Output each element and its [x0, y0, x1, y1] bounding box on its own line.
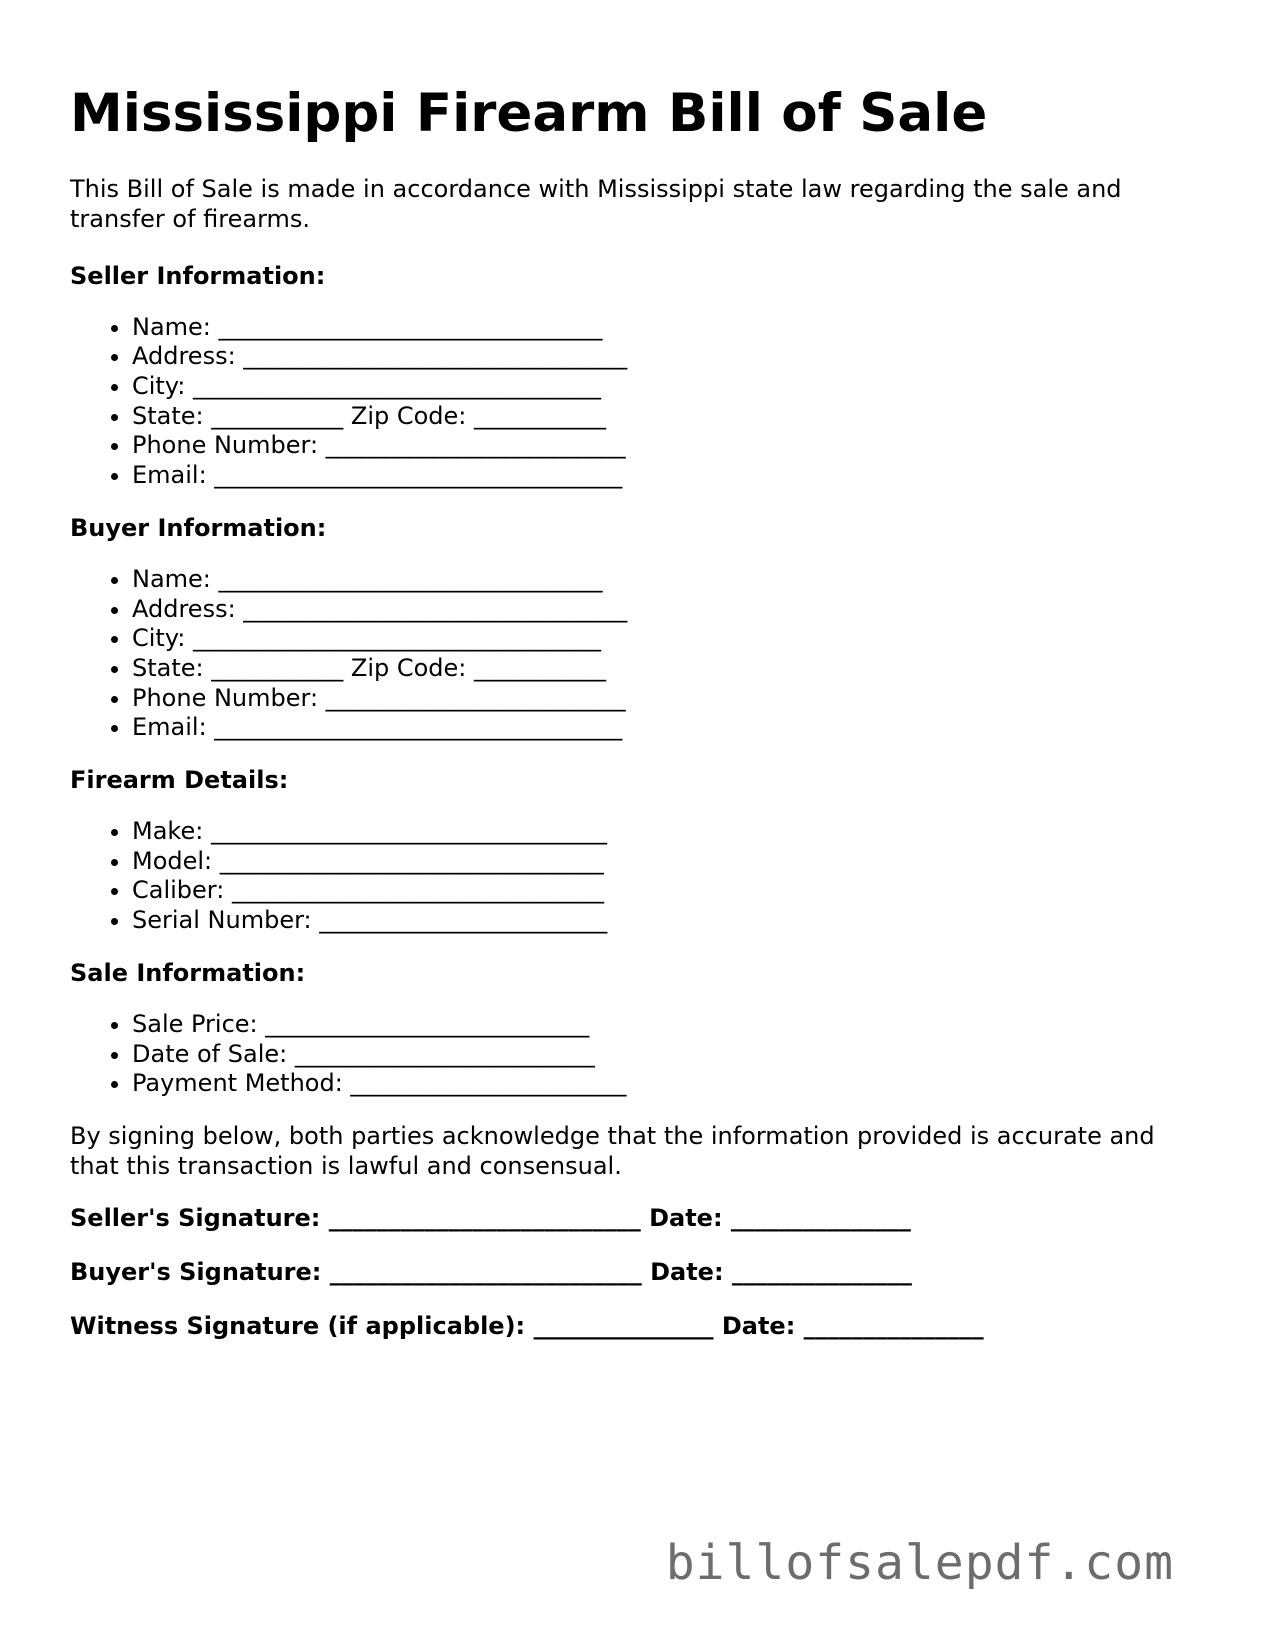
buyer-city-field: • City: __________________________________ [132, 624, 1210, 654]
firearm-fields [70, 817, 1210, 936]
sale-fields [70, 1010, 1210, 1099]
buyer-state-zip-field: • State: ___________ Zip Code: ___________ [132, 654, 1210, 684]
buyer-name-field: • Name: ________________________________ [132, 565, 1210, 595]
firearm-heading: Firearm Details: [70, 766, 289, 795]
firearm-model-field: • Model: ________________________________ [132, 847, 1210, 877]
firearm-make-field: • Make: _________________________________ [132, 817, 1210, 847]
buyer-heading: Buyer Information: [70, 513, 327, 542]
buyer-signature-line: Buyer's Signature: __________________________ Date: _______________ [70, 1257, 912, 1286]
seller-heading: Seller Information: [70, 261, 326, 290]
buyer-phone-field: • Phone Number: _________________________ [132, 684, 1210, 714]
witness-signature-line: Witness Signature (if applicable): _______________ Date: _______________ [70, 1311, 984, 1340]
document-title: Mississippi Firearm Bill of Sale [70, 83, 988, 144]
acknowledgement-paragraph: By signing below, both parties acknowledge that the information provided is accurate and that this transaction is lawful and consensual. [70, 1121, 1155, 1180]
sale-heading: Sale Information: [70, 958, 306, 987]
seller-city-field: • City: __________________________________ [132, 372, 1210, 402]
document [70, 82, 1210, 1365]
seller-signature-line: Seller's Signature: __________________________ Date: _______________ [70, 1203, 911, 1232]
payment-method-field: • Payment Method: _______________________ [132, 1069, 1210, 1099]
intro-paragraph: This Bill of Sale is made in accordance with Mississippi state law regarding the sale and transfer of firearms. [70, 174, 1122, 233]
seller-email-field: • Email: __________________________________ [132, 461, 1210, 491]
seller-phone-field: • Phone Number: _________________________ [132, 431, 1210, 461]
sale-date-field: • Date of Sale: _________________________ [132, 1040, 1210, 1070]
firearm-serial-field: • Serial Number: ________________________ [132, 906, 1210, 936]
sale-price-field: • Sale Price: ___________________________ [132, 1010, 1210, 1040]
seller-state-zip-field: • State: ___________ Zip Code: ___________ [132, 402, 1210, 432]
buyer-fields [70, 565, 1210, 743]
seller-name-field: • Name: ________________________________ [132, 313, 1210, 343]
buyer-email-field: • Email: __________________________________ [132, 713, 1210, 743]
watermark: billofsalepdf.com [665, 1535, 1174, 1591]
seller-fields [70, 313, 1210, 491]
seller-address-field: • Address: ________________________________ [132, 342, 1210, 372]
firearm-caliber-field: • Caliber: _______________________________ [132, 876, 1210, 906]
buyer-address-field: • Address: ________________________________ [132, 595, 1210, 625]
